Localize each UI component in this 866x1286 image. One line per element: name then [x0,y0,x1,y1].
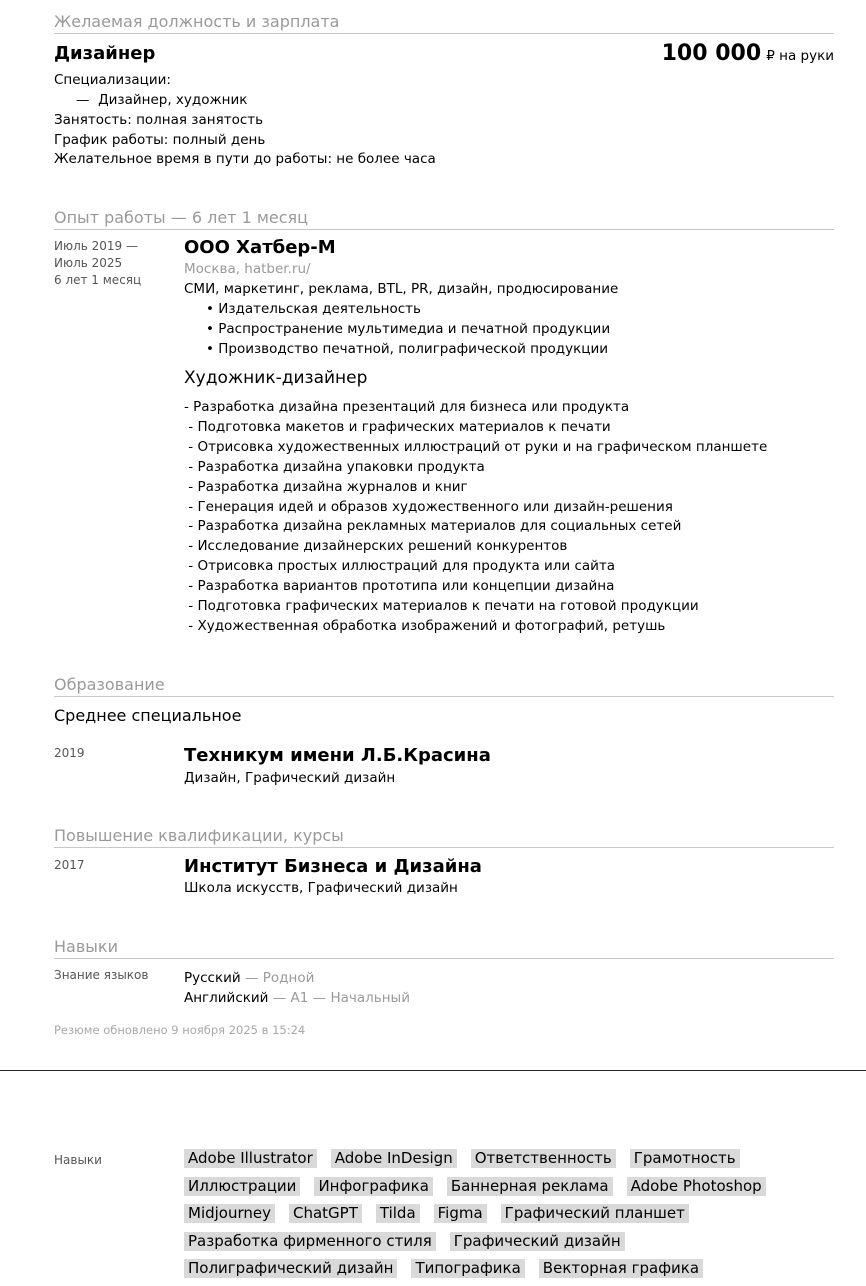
duty-item: - Исследование дизайнерских решений конкурентов [184,538,568,555]
duty-item: - Подготовка макетов и графических материалов к печати [184,418,611,435]
skill-tag[interactable]: Типографика [411,1259,524,1278]
language-name: Русский [184,970,241,986]
experience-period-start: Июль 2019 — [54,239,138,253]
position-title: Дизайнер [54,43,156,64]
tag-row [184,1203,784,1231]
salary-block [662,41,834,66]
tag-row [184,1258,784,1286]
duty-item: - Генерация идей и образов художественного или дизайн-решения [184,498,673,515]
duty-item: - Разработка вариантов прототипа или концепции дизайна [184,578,615,595]
tag-row [184,1176,784,1204]
company-name: ООО Хатбер-М [184,237,336,258]
specialization-item: — Дизайнер, художник [76,92,248,108]
duty-item: - Разработка дизайна презентаций для бизнеса или продукта [184,399,630,415]
commute-time: Желательное время в пути до работы: не более часа [54,151,436,167]
course-details: Школа искусств, Графический дизайн [184,880,458,896]
course-year: 2017 [54,858,85,872]
specializations-label: Специализации: [54,72,171,88]
course-institution: Институт Бизнеса и Дизайна [184,856,482,877]
tag-row [184,1148,784,1176]
duty-item: - Подготовка графических материалов к печати на готовой продукции [184,598,699,615]
resume-updated: Резюме обновлено 9 ноября 2025 в 15:24 [54,1023,306,1037]
skill-tag[interactable]: Midjourney [184,1204,275,1223]
skill-tag[interactable]: Figma [434,1204,487,1223]
section-title-education: Образование [54,675,834,697]
duty-item: - Разработка дизайна рекламных материалов для социальных сетей [184,518,682,535]
skills-tags-label: Навыки [54,1153,102,1167]
duty-item: - Разработка дизайна упаковки продукта [184,458,485,475]
experience-duration: 6 лет 1 месяц [54,273,142,287]
section-title-skills: Навыки [54,937,834,959]
language-level: — A1 — Начальный [268,990,410,1006]
language-english [184,988,410,1008]
skill-tag[interactable]: Баннерная реклама [447,1177,613,1196]
skill-tag[interactable]: Иллюстрации [184,1177,300,1196]
section-title-position: Желаемая должность и зарплата [54,12,834,34]
languages-label: Знание языков [54,968,149,982]
skill-tag[interactable]: Ответственность [471,1149,616,1168]
skill-tag[interactable]: Графический планшет [501,1204,689,1223]
company-location[interactable]: Москва, hatber.ru/ [184,261,311,277]
industry-item: • Распространение мультимедиа и печатной продукции [206,321,611,337]
work-schedule: График работы: полный день [54,132,266,148]
skill-tag[interactable]: Разработка фирменного стиля [184,1232,436,1251]
skill-tag[interactable]: Adobe Illustrator [184,1149,317,1168]
industry-item: • Производство печатной, полиграфической продукции [206,341,609,357]
skill-tag[interactable]: Adobe InDesign [331,1149,457,1168]
experience-period-end: Июль 2025 [54,256,123,270]
education-details: Дизайн, Графический дизайн [184,770,396,786]
skill-tag[interactable]: ChatGPT [289,1204,362,1223]
duties-list [184,398,767,637]
skill-tag[interactable]: Векторная графика [539,1259,703,1278]
industry-list [206,299,610,359]
language-russian [184,968,314,988]
skill-tag[interactable]: Инфографика [314,1177,432,1196]
section-title-courses: Повышение квалификации, курсы [54,826,834,848]
industry-item: • Издательская деятельность [206,301,421,317]
education-institution: Техникум имени Л.Б.Красина [184,745,491,766]
duty-item: - Художественная обработка изображений и фотографий, ретушь [184,617,666,634]
duty-item: - Разработка дизайна журналов и книг [184,478,468,495]
duty-item: - Отрисовка художественных иллюстраций от руки и на графическом планшете [184,438,768,455]
skill-tag[interactable]: Полиграфический дизайн [184,1259,397,1278]
language-name: Английский [184,990,269,1006]
duty-item: - Отрисовка простых иллюстраций для продукта или сайта [184,558,616,575]
skill-tag[interactable]: Графический дизайн [450,1232,625,1251]
skills-tags [184,1148,784,1286]
salary-amount: 100 000 [661,41,762,66]
skill-tag[interactable]: Грамотность [630,1149,740,1168]
page-divider [0,1070,866,1071]
job-role: Художник-дизайнер [184,368,368,388]
skill-tag[interactable]: Adobe Photoshop [627,1177,766,1196]
section-title-experience: Опыт работы — 6 лет 1 месяц [54,208,834,230]
tag-row [184,1231,784,1259]
language-level: — Родной [240,970,315,986]
skill-tag[interactable]: Tilda [376,1204,420,1223]
salary-suffix: ₽ на руки [766,48,834,64]
education-year: 2019 [54,746,85,760]
employment-type: Занятость: полная занятость [54,112,264,128]
education-level: Среднее специальное [54,706,242,725]
company-industry: СМИ, маркетинг, реклама, BTL, PR, дизайн, продюсирование [184,281,619,297]
